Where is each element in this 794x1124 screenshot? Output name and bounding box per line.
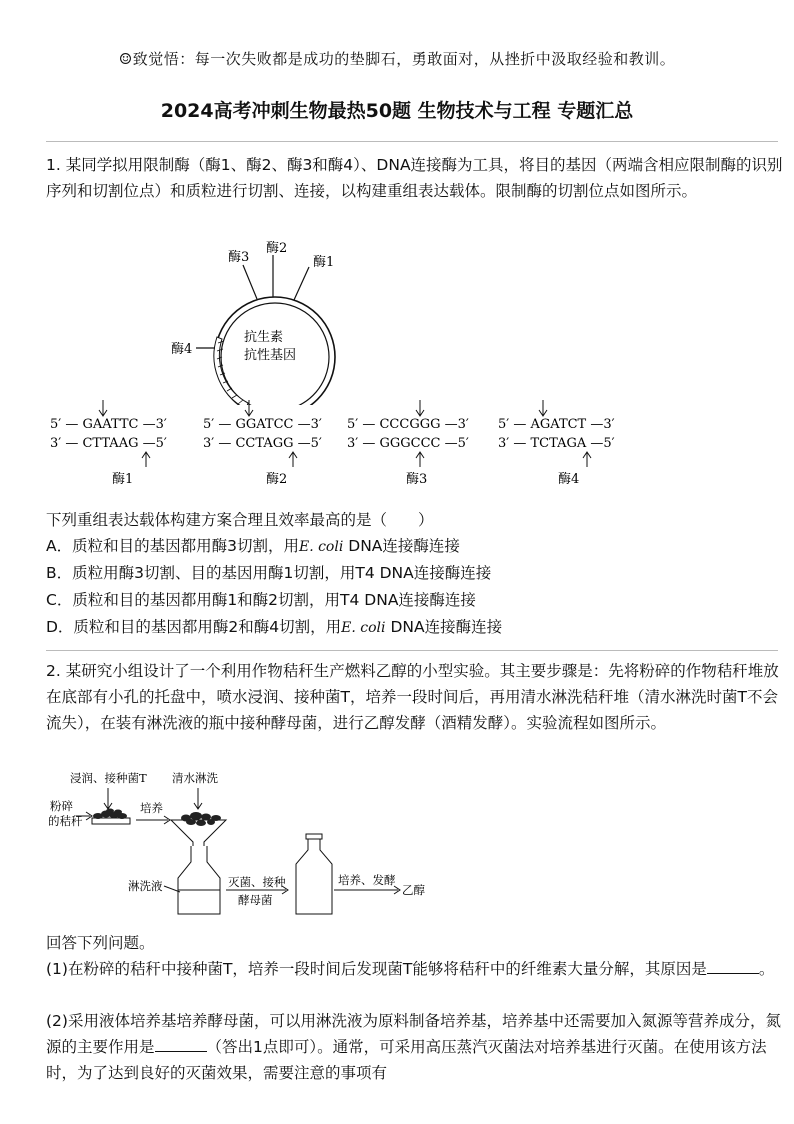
enzyme2-label: 酶2: [266, 241, 288, 256]
enzyme1-label: 酶1: [313, 255, 335, 270]
q1-option-c[interactable]: C．质粒和目的基因都用酶1和酶2切割，用T4 DNA连接酶连接: [46, 591, 476, 609]
straw-label-line1: 粉碎: [50, 799, 73, 813]
divider: [46, 650, 778, 651]
q1-option-b[interactable]: B．质粒用酶3切割、目的基因用酶1切割，用T4 DNA连接酶连接: [46, 564, 492, 582]
site1-bottom-strand: 3′ — CTTAAG —5′: [50, 436, 167, 451]
rinse-label: 清水淋洗: [172, 771, 218, 785]
site3-top-strand: 5′ — CCCGGG —3′: [347, 417, 469, 432]
q2-answer-intro: 回答下列问题。: [46, 934, 155, 952]
enzyme3-cut-line: [243, 265, 257, 299]
enzyme4-label: 酶4: [171, 342, 193, 357]
site1-top-strand: 5′ — GAATTC —3′: [50, 417, 167, 432]
fermentation-bottle: [296, 838, 332, 914]
answer-blank-1[interactable]: [707, 957, 759, 974]
q1-question: 下列重组表达载体构建方案合理且效率最高的是（ ）: [46, 511, 434, 529]
q1-stem: 1. 某同学拟用限制酶（酶1、酶2、酶3和酶4）、DNA连接酶为工具，将目的基因（两端含相应限制酶的识别序列和切割位点）和质粒进行切割、连接，以构建重组表达载体。限制酶的切割位点如图所示。: [46, 156, 783, 200]
straw-label-line2: 的秸秆: [48, 814, 83, 828]
divider: [46, 141, 778, 142]
enzyme3-label: 酶3: [228, 250, 250, 265]
site2-label: 酶2: [266, 472, 288, 487]
culture-label: 培养: [140, 801, 163, 815]
restriction-sites-diagram: [46, 395, 646, 490]
site4-top-strand: 5′ — AGATCT —3′: [498, 417, 615, 432]
site4-bottom-strand: 3′ — TCTAGA —5′: [498, 436, 615, 451]
q1-option-d[interactable]: D．质粒和目的基因都用酶2和酶4切割，用E. coli DNA连接酶连接: [46, 618, 503, 636]
gene-label-line2: 抗性基因: [244, 348, 297, 363]
site4-label: 酶4: [558, 472, 580, 487]
gene-label-line1: 抗生素: [244, 330, 284, 345]
enzyme1-cut-line: [294, 267, 309, 300]
site1-label: 酶1: [112, 472, 134, 487]
site2-bottom-strand: 3′ — CCTAGG —5′: [203, 436, 322, 451]
site3-label: 酶3: [406, 472, 428, 487]
q1-option-a[interactable]: A．质粒和目的基因都用酶3切割，用E. coli DNA连接酶连接: [46, 537, 460, 555]
motto-line: ☺致觉悟：每一次失败都是成功的垫脚石，勇敢面对，从挫折中汲取经验和教训。: [118, 50, 676, 68]
fermentation-flow-diagram: [46, 768, 466, 918]
site3-bottom-strand: 3′ — GGGCCC —5′: [347, 436, 469, 451]
q2-subquestion-2: (2)采用液体培养基培养酵母菌，可以用淋洗液为原料制备培养基，培养基中还需要加入氮源等营养成分，氮源的主要作用是 （答出1点即可）。通常，可采用高压蒸汽灭菌法对培养基进行灭菌。在使用该方法时，为了达到良好的灭菌效果，需要注意的事项有: [46, 1012, 781, 1082]
straw-pile: [93, 809, 127, 820]
site2-top-strand: 5′ — GGATCC —3′: [203, 417, 322, 432]
q2-subquestion-1: (1)在粉碎的秸秆中接种菌T，培养一段时间后发现菌T能够将秸秆中的纤维素大量分解，其原因是 。: [46, 956, 786, 982]
answer-blank-2[interactable]: [155, 1035, 207, 1052]
wash-bottle: [178, 846, 220, 914]
wash-liquid-label: 淋洗液: [128, 879, 163, 893]
q2-stem: 2. 某研究小组设计了一个利用作物秸秆生产燃料乙醇的小型实验。其主要步骤是：先将粉碎的作物秸秆堆放在底部有小孔的托盘中，喷水浸润、接种菌T，培养一段时间后，再用清水淋洗秸秆堆（清水淋洗时菌T不会流失），在装有淋洗液的瓶中接种酵母菌，进行乙醇发酵（酒精发酵）。实验流程如图所示。: [46, 662, 779, 732]
plasmid-diagram: [160, 235, 360, 405]
ferment-label: 培养、发酵: [338, 873, 396, 887]
sterilize-label-line1: 灭菌、接种: [228, 875, 286, 889]
sterilize-label-line2: 酵母菌: [238, 893, 273, 907]
ethanol-label: 乙醇: [402, 883, 425, 897]
page-title: 2024高考冲刺生物最热50题 生物技术与工程 专题汇总: [160, 100, 634, 122]
soak-inoculate-label: 浸润、接种菌T: [70, 771, 147, 785]
